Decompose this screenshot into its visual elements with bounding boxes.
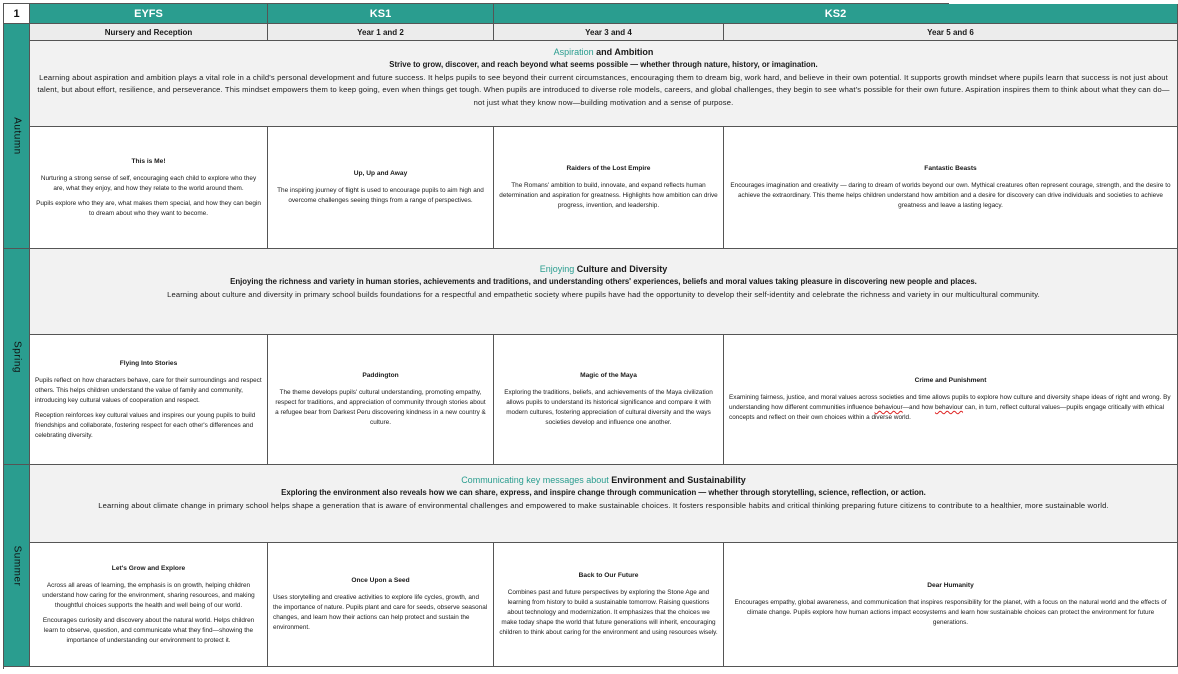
topic-description: Encourages empathy, global awareness, and communication that inspires responsibility for the planet, with a focus on the natural world and the effects of climate change. Pupils explore how human actions impact ecosystems and learn how sustainable choices can protect the environment for future generations. xyxy=(734,599,1167,626)
topic-cell xyxy=(724,543,1178,667)
theme-band-spring xyxy=(30,249,1178,335)
topic-cell xyxy=(494,127,724,249)
topic-cell xyxy=(724,127,1178,249)
theme-strapline: Exploring the environment also reveals how we can share, express, and inspire change through communication — whether through storytelling, science, reflection, or action. xyxy=(281,488,926,497)
topic-cell xyxy=(494,543,724,667)
topic-description: Examining fairness, justice, and moral values across societies and time allows pupils to explore how culture and diversity shape ideas of right and wrong. By understanding how different communities influence behaviour—and how behaviour can, in turn, reflect cultural values—pupils engage critically with ethical concepts and reflect on their own choices within a diverse world. xyxy=(729,394,1171,421)
topic-description: Exploring the traditions, beliefs, and achievements of the Maya civilization allows pupils to understand its historical significance and compare it with modern cultures, fostering appreciation of cultural diversity and the ways societies develop and influence one another. xyxy=(504,389,713,426)
topic-description: The inspiring journey of flight is used to encourage pupils to aim high and overcome challenges seeing things from a range of perspectives. xyxy=(277,187,484,204)
topic-title: This is Me! xyxy=(131,157,166,165)
term-column xyxy=(4,249,30,465)
header-ks2: KS2 xyxy=(494,4,1178,24)
topic-cell xyxy=(30,127,268,249)
topic-title: Dear Humanity xyxy=(927,582,974,589)
topic-cell xyxy=(268,335,494,465)
topic-title: Flying Into Stories xyxy=(119,359,178,367)
topic-title: Let's Grow and Explore xyxy=(111,564,186,572)
topic-description: Encourages curiosity and discovery about the natural world. Helps children learn to observe, question, and communicate what they find—showing the importance of understanding our environment to protect it. xyxy=(42,616,255,644)
topic-cell xyxy=(724,335,1178,465)
theme-title: Communicating key messages about Environment and Sustainability xyxy=(461,475,746,485)
theme-intro: Learning about aspiration and ambition plays a vital role in a child's personal development and future success. It helps pupils to see beyond their current circumstances, encouraging them to dream big, work hard, and believe in their own potential. It supports growth mindset where pupils learn that success is not just about talent, but about effort, resilience, and perseverance. This mindset empowers them to keep going, even when things get tough. When pupils are introduced to diverse role models, careers, and global challenges, they begin to see what's possible for their own future. Aspiration inspires them to think about what they can do—not just what they know now—building motivation and a sense of purpose. xyxy=(37,72,1170,107)
topic-title: Raiders of the Lost Empire xyxy=(566,165,651,172)
topic-description: The Romans' ambition to build, innovate, and expand reflects human determination and aspiration for greatness. Highlights how ambition can drive progress, invention, and leadership. xyxy=(499,182,718,209)
term-column xyxy=(4,465,30,667)
curriculum-grid xyxy=(3,3,1171,669)
term-label-spring: Spring xyxy=(11,340,22,373)
subheader-year-3-4: Year 3 and 4 xyxy=(494,24,724,41)
topic-title: Once Upon a Seed xyxy=(351,577,410,584)
topic-cell xyxy=(30,335,268,465)
topic-description: Uses storytelling and creative activities to explore life cycles, growth, and the importance of nature. Pupils plant and care for seeds, observe seasonal changes, and learn how their actions can help protect and sustain the environment. xyxy=(273,594,488,631)
term-label-blank xyxy=(4,24,30,249)
subheader-year-1-2: Year 1 and 2 xyxy=(268,24,494,41)
theme-band-summer xyxy=(30,465,1178,543)
topic-cell xyxy=(30,543,268,667)
theme-band-autumn xyxy=(30,41,1178,127)
theme-intro: Learning about climate change in primary school helps shape a generation that is aware of environmental challenges and empowered to make sustainable choices. It fosters responsible habits and critical thinking preparing future citizens to contribute to a healthier, more sustainable world. xyxy=(98,500,1109,510)
topic-title: Paddington xyxy=(362,372,399,379)
theme-intro: Learning about culture and diversity in primary school builds foundations for a respectful and empathetic society where pupils have had the opportunity to develop their self-identity and celebrate the richness and variety in our multicultural community. xyxy=(167,289,1040,299)
topic-description: Pupils reflect on how characters behave, care for their surroundings and respect others. This helps children understand the value of family and community, introducing key cultural values of cooperation and respect. xyxy=(35,376,262,404)
topic-description: The theme develops pupils' cultural understanding, promoting empathy, respect for traditions, and appreciation of community through stories about a refugee bear from Darkest Peru discovering kindness in a new country & culture. xyxy=(275,389,486,426)
subheader-nursery: Nursery and Reception xyxy=(30,24,268,41)
theme-strapline: Strive to grow, discover, and reach beyond what seems possible — whether through nature, history, or imagination. xyxy=(389,60,818,69)
subheader-year-5-6: Year 5 and 6 xyxy=(724,24,1178,41)
topic-cell xyxy=(268,543,494,667)
topic-title: Back to Our Future xyxy=(578,572,639,579)
topic-description: Pupils explore who they are, what makes them special, and how they can begin to dream about who they want to become. xyxy=(36,199,261,217)
topic-cell xyxy=(494,335,724,465)
header-eyfs: EYFS xyxy=(30,4,268,24)
topic-cell xyxy=(268,127,494,249)
topic-description: Across all areas of learning, the emphasis is on growth, helping children understand how caring for the environment, sharing resources, and making thoughtful choices supports the health and well being of our world. xyxy=(42,581,255,609)
term-label-autumn: Autumn xyxy=(11,117,22,155)
header-ks1: KS1 xyxy=(268,4,494,24)
topic-description: Reception reinforces key cultural values and inspires our young pupils to build friendships and collaborate, fostering respect for each other's differences and celebrating diversity. xyxy=(35,411,256,439)
topic-description: Nurturing a strong sense of self, encouraging each child to explore who they are, what they enjoy, and how they relate to the world around them. xyxy=(40,174,257,192)
topic-description: Encourages imagination and creativity — daring to dream of worlds beyond our own. Mythical creatures often represent courage, strength, and the desire to achieve the extraordinary. This theme helps children understand how ambition and a desire for discovery can drive individuals and societies to achieve greatness and leave a lasting legacy. xyxy=(730,182,1171,209)
theme-title: Enjoying Culture and Diversity xyxy=(539,264,668,274)
page-number: 1 xyxy=(4,4,30,24)
topic-description: Combines past and future perspectives by exploring the Stone Age and learning from history to build a sustainable tomorrow. Raising questions about technology and modernization. It emphasizes that the choices we make today shape the world that future generations will inherit, encouraging children to think about caring for the environment and using resources wisely. xyxy=(499,589,718,636)
topic-title: Fantastic Beasts xyxy=(924,165,977,172)
term-label-summer: Summer xyxy=(11,545,22,586)
theme-title: Aspiration and Ambition xyxy=(553,47,654,57)
topic-title: Crime and Punishment xyxy=(914,377,987,384)
topic-title: Magic of the Maya xyxy=(580,372,637,379)
theme-strapline: Enjoying the richness and variety in human stories, achievements and traditions, and understanding others' experiences, beliefs and moral values taking pleasure in discovering new people and places. xyxy=(230,277,977,286)
topic-title: Up, Up and Away xyxy=(353,170,408,177)
